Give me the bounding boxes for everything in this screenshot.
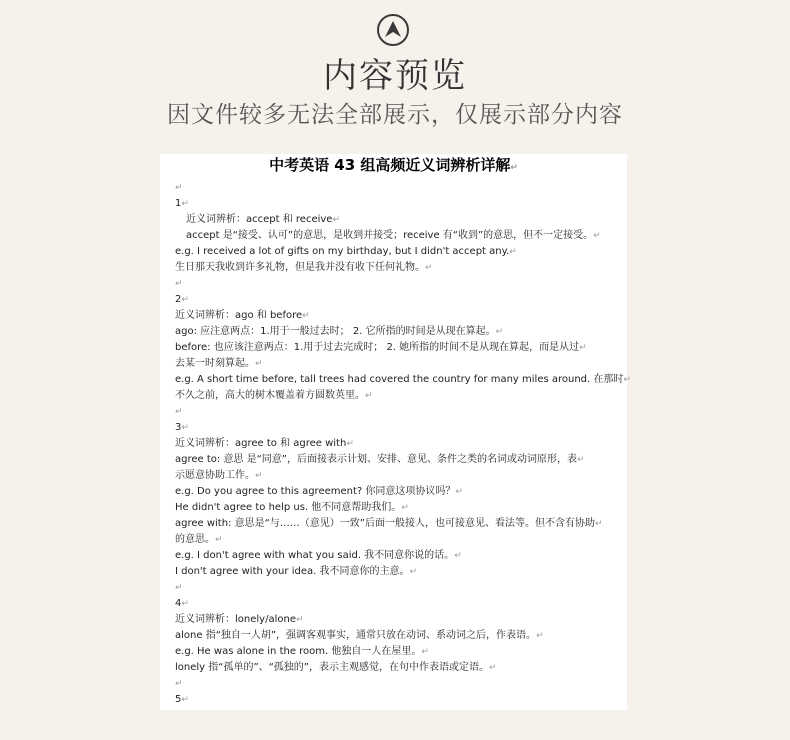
paragraph-mark-icon: ↵ [623, 375, 631, 385]
document-line [175, 244, 613, 260]
document-line [175, 548, 613, 564]
document-line [175, 404, 613, 420]
document-line-text: lonely 指“孤单的”、“孤独的”，表示主观感觉，在句中作表语或定语。 [175, 662, 489, 673]
preview-title: 内容预览 [323, 56, 467, 96]
paragraph-mark-icon: ↵ [576, 455, 585, 465]
document-line-text: 近义词辨析：agree to 和 agree with [175, 438, 347, 449]
document-line [175, 628, 613, 644]
paragraph-mark-icon: ↵ [365, 391, 373, 401]
paragraph-mark-icon: ↵ [409, 567, 417, 577]
paragraph-mark-icon: ↵ [175, 583, 183, 593]
document-line [175, 612, 613, 628]
paragraph-mark-icon: ↵ [175, 279, 183, 289]
document-line-text: 1 [175, 198, 182, 209]
paragraph-mark-icon: ↵ [332, 215, 340, 225]
document-line [175, 356, 613, 372]
document-line [175, 292, 613, 308]
document-line [175, 468, 613, 484]
document-line [175, 212, 613, 228]
paragraph-mark-icon: ↵ [536, 631, 544, 641]
paragraph-mark-icon: ↵ [175, 407, 183, 417]
document-line-text: ago: 应注意两点：1.用于一般过去时； 2. 它所指的时间是从现在算起。 [175, 326, 496, 337]
paragraph-mark-icon: ↵ [488, 663, 497, 673]
paragraph-mark-icon: ↵ [181, 599, 189, 609]
document-line-text: alone 指“独自一人胡”，强调客观事实，通常只放在动词、系动词之后，作表语。 [175, 630, 537, 641]
paragraph-mark-icon: ↵ [181, 199, 189, 209]
document-line-text: e.g. I don't agree with what you said. 我不同意你说的话。 [175, 550, 455, 561]
document-line-text: e.g. I received a lot of gifts on my birthday, but I didn't accept any. [175, 246, 510, 257]
document-line-text: accept 是“接受、认可”的意思，是收到并接受；receive 有“收到”的意思，但不一定接受。 [186, 230, 594, 241]
document-line-text: 5 [175, 694, 182, 705]
document-line [175, 516, 613, 532]
paragraph-mark-icon: ↵ [454, 551, 462, 561]
document-line [175, 420, 613, 436]
document-line-text: 4 [175, 598, 182, 609]
document-line [175, 228, 613, 244]
document-line [175, 596, 613, 612]
document-page [160, 154, 631, 710]
document-line-text: 近义词辨析：lonely/alone [175, 614, 296, 625]
paragraph-mark-icon: ↵ [302, 311, 310, 321]
paragraph-mark-icon: ↵ [425, 263, 433, 273]
paragraph-mark-icon: ↵ [181, 423, 189, 433]
paragraph-mark-icon: ↵ [181, 695, 189, 705]
document-line [175, 692, 613, 708]
paragraph-mark-icon: ↵ [346, 439, 354, 449]
document-line [175, 660, 613, 676]
paragraph-mark-icon: ↵ [509, 247, 517, 257]
preview-header [0, 0, 790, 150]
document-line [175, 532, 613, 548]
paragraph-mark-icon: ↵ [421, 647, 429, 657]
paragraph-mark-icon: ↵ [594, 519, 603, 529]
document-line [175, 580, 613, 596]
chevron-up-circle-icon [377, 14, 409, 46]
document-line-text: 2 [175, 294, 182, 305]
paragraph-mark-icon: ↵ [175, 679, 183, 689]
document-line [175, 196, 613, 212]
document-line [175, 372, 631, 388]
document-line-text: e.g. He was alone in the room. 他独自一人在屋里。 [175, 646, 422, 657]
document-line-text: 生日那天我收到许多礼物，但是我并没有收下任何礼物。 [175, 262, 425, 273]
paragraph-mark-icon: ↵ [295, 615, 304, 625]
document-line [175, 388, 613, 404]
paragraph-mark-icon: ↵ [579, 343, 587, 353]
document-line [175, 644, 613, 660]
document-line [175, 564, 613, 580]
document-line [175, 180, 613, 196]
preview-subtitle: 因文件较多无法全部展示，仅展示部分内容 [167, 102, 623, 128]
paragraph-mark-icon: ↵ [455, 487, 463, 497]
document-line [175, 260, 613, 276]
document-line [175, 324, 613, 340]
document-line-text: I don't agree with your idea. 我不同意你的主意。 [175, 566, 410, 577]
document-line-text: 不久之前，高大的树木覆盖着方圆数英里。 [175, 390, 365, 401]
paragraph-mark-icon: ↵ [401, 503, 409, 513]
document-line-text: 的意思。 [175, 534, 215, 545]
paragraph-mark-icon: ↵ [175, 183, 183, 193]
document-line-text: 3 [175, 422, 182, 433]
document-line-text: 近义词辨析：accept 和 receive [186, 214, 333, 225]
paragraph-mark-icon: ↵ [255, 359, 263, 369]
document-line-text: agree to: 意思 是“同意”，后面接表示计划、安排、意见、条件之类的名词或动词原形，表 [175, 454, 577, 465]
document-line [175, 500, 613, 516]
document-line-text: before: 也应该注意两点：1.用于过去完成时； 2. 她所指的时间不是从现在算起，而是从过 [175, 342, 580, 353]
document-line [175, 436, 613, 452]
document-line [175, 452, 613, 468]
document-line-text: 去某一时刻算起。 [175, 358, 255, 369]
document-line [175, 484, 613, 500]
document-line [175, 308, 613, 324]
document-body [160, 180, 631, 708]
document-line-text: 近义词辨析：ago 和 before [175, 310, 303, 321]
document-line [175, 340, 613, 356]
paragraph-mark-icon: ↵ [593, 231, 601, 241]
document-line [175, 276, 613, 292]
document-line [175, 676, 613, 692]
document-line-text: e.g. A short time before, tall trees had covered the country for many miles around. 在那时 [175, 374, 624, 385]
document-line-text: He didn't agree to help us. 他不同意帮助我们。 [175, 502, 402, 513]
paragraph-mark-icon: ↵ [181, 295, 189, 305]
paragraph-mark-icon: ↵ [255, 471, 263, 481]
paragraph-mark-icon: ↵ [215, 535, 223, 545]
document-line-text: 示愿意协助工作。 [175, 470, 255, 481]
paragraph-mark-icon: ↵ [495, 327, 504, 337]
document-line-text: agree with: 意思是“与……（意见）一致”后面一般接人，也可接意见、看法等。但不含有协助 [175, 518, 595, 529]
document-line-text: e.g. Do you agree to this agreement? 你同意这项协议吗？ [175, 486, 456, 497]
document-title: 中考英语 43 组高频近义词辨析详解↵ [269, 156, 518, 174]
